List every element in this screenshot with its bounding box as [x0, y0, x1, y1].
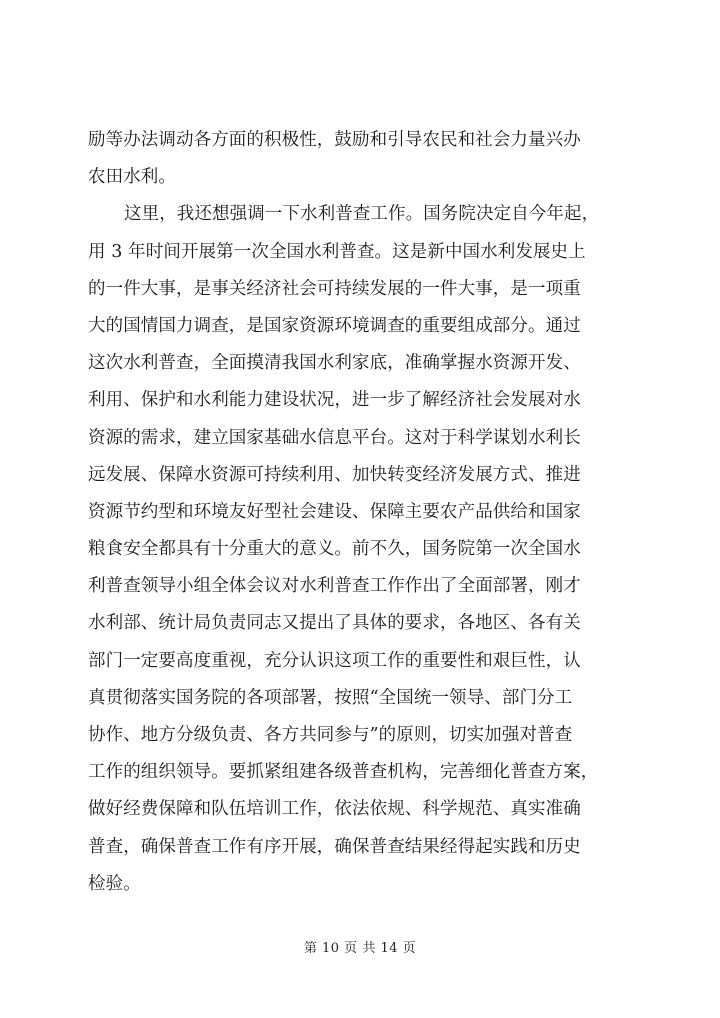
text-line: 资源的需求，建立国家基础水信息平台。这对于科学谋划水利长 — [88, 427, 581, 448]
text-line: 协作、地方分级负责、各方共同参与”的原则，切实加强对普查 — [88, 725, 573, 745]
text-line: 真贯彻落实国务院的各项部署，按照“全国统一领导、部门分工 — [88, 687, 573, 708]
text-line: 资源节约型和环境友好型社会建设、保障主要农产品供给和国家 — [88, 501, 581, 522]
text-line: 粮食安全都具有十分重大的意义。前不久，国务院第一次全国水 — [88, 539, 581, 560]
text-line: 工作的组织领导。要抓紧组建各级普查机构，完善细化普查方案， — [88, 762, 599, 783]
text-line: 普查，确保普查工作有序开展，确保普查结果经得起实践和历史 — [88, 836, 581, 857]
text-line: 利普查领导小组全体会议对水利普查工作作出了全面部署，刚才 — [88, 576, 581, 597]
text-line: 的一件大事，是事关经济社会可持续发展的一件大事，是一项重 — [88, 278, 581, 299]
text-line: 农田水利。 — [88, 167, 176, 188]
paragraph-start-line: 这里，我还想强调一下水利普查工作。国务院决定自今年起， — [124, 204, 600, 225]
text-line: 励等办法调动各方面的积极性，鼓励和引导农民和社会力量兴办 — [88, 130, 581, 150]
text-line: 这次水利普查，全面摸清我国水利家底，准确掌握水资源开发、 — [88, 353, 581, 374]
page-number-footer: 第 10 页 共 14 页 — [303, 941, 417, 956]
text-line: 检验。 — [88, 873, 141, 894]
text-line: 水利部、统计局负责同志又提出了具体的要求，各地区、各有关 — [88, 613, 581, 634]
text-line: 利用、保护和水利能力建设状况，进一步了解经济社会发展对水 — [88, 390, 581, 411]
text-line: 用 3 年时间开展第一次全国水利普查。这是新中国水利发展史上 — [88, 241, 586, 262]
text-line: 远发展、保障水资源可持续利用、加快转变经济发展方式、推进 — [88, 464, 581, 485]
text-line: 部门一定要高度重视，充分认识这项工作的重要性和艰巨性，认 — [88, 650, 581, 671]
text-line: 做好经费保障和队伍培训工作，依法依规、科学规范、真实准确 — [88, 799, 581, 820]
document-body — [88, 122, 648, 903]
text-line: 大的国情国力调查，是国家资源环境调查的重要组成部分。通过 — [88, 315, 581, 336]
